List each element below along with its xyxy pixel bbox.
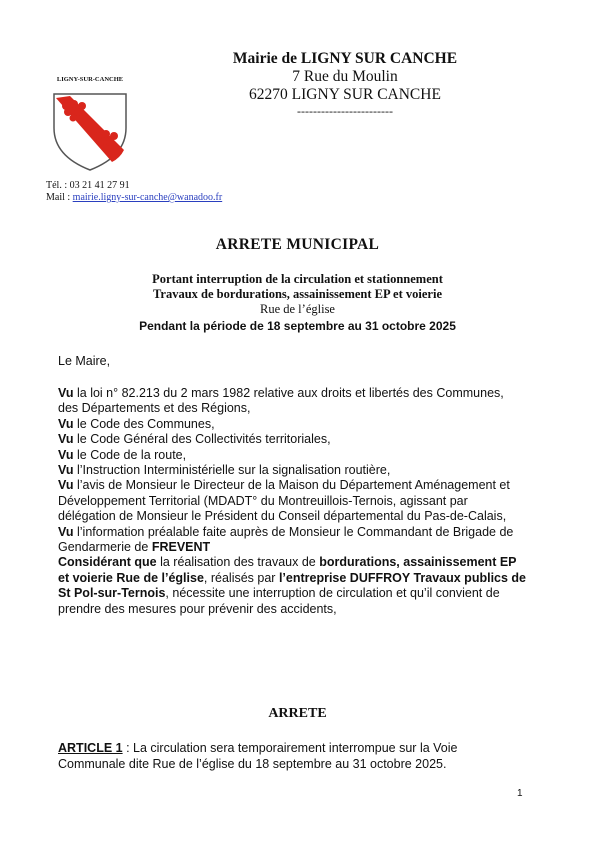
considerant-text: la réalisation des travaux de (156, 555, 320, 570)
header-separator: ------------------------ (297, 104, 393, 118)
email-label: Mail : (46, 192, 73, 203)
email-line (46, 192, 222, 204)
visa-lead: Vu (58, 524, 74, 539)
visa-lead: Vu (58, 432, 74, 447)
visa-text: l’Instruction Interministérielle sur la signalisation routière, (73, 463, 391, 478)
subject-line-4: Pendant la période de 18 septembre au 31 octobre 2025 (139, 319, 456, 333)
considerant-lead: Considérant que (58, 555, 157, 570)
document-title: ARRETE MUNICIPAL (215, 236, 380, 253)
visa-text: la loi n° 82.213 du 2 mars 1982 relative aux droits et libertés des Communes, des Départements et des Régions, (58, 386, 504, 416)
maire-salutation: Le Maire, (58, 354, 111, 368)
arrete-heading: ARRETE (268, 706, 327, 721)
considerant-paragraph (58, 555, 526, 617)
visa-text: le Code Général des Collectivités territoriales, (73, 432, 331, 447)
visas-body (58, 386, 526, 617)
visa-lead: Vu (58, 478, 74, 493)
works-description: bordurations, assainissement EP et voierie Rue de l’église (58, 555, 517, 585)
visa-paragraph (58, 417, 526, 432)
considerant-text: , nécessite une interruption de circulation et qu’il convient de prendre des mesures pour prévenir des accidents, (58, 586, 500, 616)
visa-paragraph (58, 432, 526, 447)
coat-of-arms-icon (48, 76, 132, 172)
visa-lead: Vu (58, 386, 74, 400)
visa-paragraph (58, 463, 526, 478)
subject-line-1: Portant interruption de la circulation et stationnement (152, 272, 443, 286)
subject-line-3: Rue de l’église (260, 302, 335, 316)
mairie-title: Mairie de LIGNY SUR CANCHE (232, 50, 458, 67)
mairie-address-city: 62270 LIGNY SUR CANCHE (249, 86, 441, 103)
contact-block (46, 180, 222, 204)
mairie-address-street: 7 Rue du Moulin (292, 68, 398, 85)
contractor-name: l’entreprise DUFFROY Travaux publics de St Pol-sur-Ternois (58, 570, 527, 601)
subject-line-2: Travaux de bordurations, assainissement EP et voierie (152, 287, 442, 301)
mairie-header (200, 50, 490, 120)
article-1-label: ARTICLE 1 (58, 741, 123, 755)
visa-paragraph (58, 525, 526, 556)
visa-paragraph (58, 448, 526, 463)
visa-paragraph (58, 386, 526, 417)
visa-lead: Vu (58, 416, 74, 431)
visa-text: le Code des Communes, (73, 416, 215, 431)
crest-label: LIGNY-SUR-CANCHE (56, 76, 124, 83)
page-number: 1 (517, 788, 523, 799)
visa-lead: Vu (58, 463, 74, 478)
visa-text: l’information préalable faite auprès de Monsieur le Commandant de Brigade de Gendarmerie de (58, 524, 514, 555)
considerant-text: , réalisés par (203, 570, 279, 585)
visa-text: l’avis de Monsieur le Directeur de la Maison du Département Aménagement et Développement Territorial (MDADT° du Montreuillois-Ternois, agissant par délégation de Monsieur le Président du Conseil départemental du Pas-de-Calais, (58, 478, 510, 524)
gendarmerie-location: FREVENT (151, 540, 211, 555)
phone-number: Tél. : 03 21 41 27 91 (46, 180, 130, 191)
visa-lead: Vu (58, 447, 74, 462)
email-link[interactable]: mairie.ligny-sur-canche@wanadoo.fr (72, 192, 223, 203)
article-1-text: : La circulation sera temporairement interrompue sur la Voie Communale dite Rue de l’église du 18 septembre au 31 octobre 2025. (58, 741, 458, 771)
visa-paragraph (58, 478, 526, 524)
visa-text: le Code de la route, (73, 447, 187, 462)
subject-block (60, 272, 535, 334)
article-1 (58, 740, 528, 772)
